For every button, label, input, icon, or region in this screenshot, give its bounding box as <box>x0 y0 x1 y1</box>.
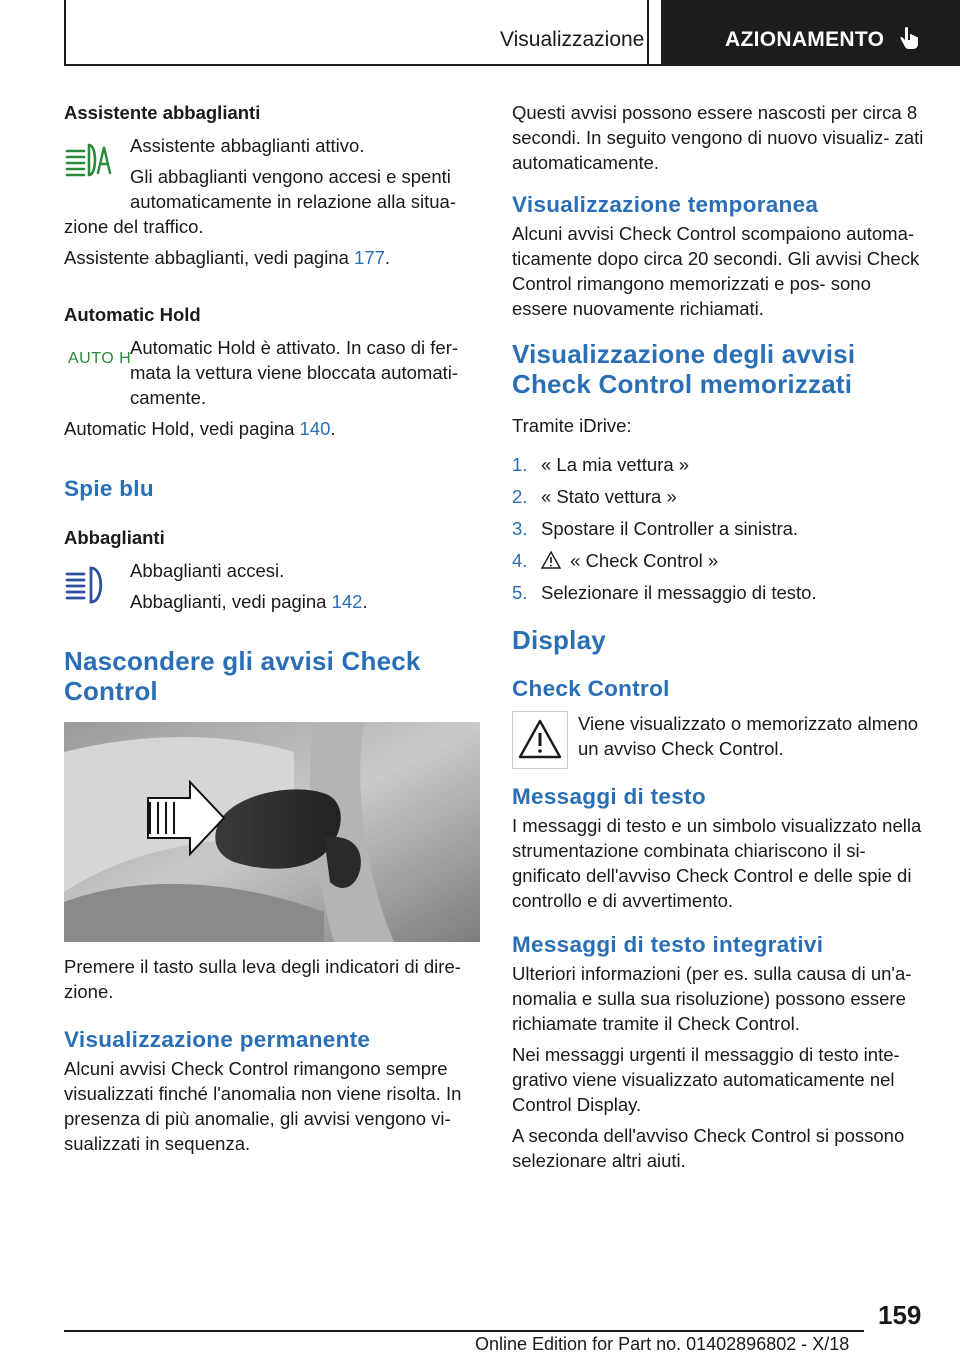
footer-rule <box>64 1330 864 1332</box>
via-idrive: Tramite iDrive: <box>512 415 632 436</box>
temporary-display-title: Visualizzazione temporanea <box>512 192 819 217</box>
hold-page-link[interactable]: 140 <box>299 418 331 439</box>
permanent-display-title: Visualizzazione permanente <box>64 1027 371 1052</box>
header-divider-left <box>64 0 66 66</box>
text-messages-text: I messaggi di testo e un simbolo visualizzato nella strumentazione combinata chiariscono il si- gnificato dell'avviso Check Control e delle spie di controllo e di avvertimento. <box>512 815 922 911</box>
right-column <box>512 100 928 1179</box>
indicator-lever-illustration <box>64 722 480 942</box>
assist-title: Assistente abbaglianti <box>64 102 261 123</box>
header-divider-right <box>647 0 649 66</box>
check-control-text: Viene visualizzato o memorizzato almeno un avviso Check Control. <box>578 713 919 759</box>
supplementary-text-1: Ulteriori informazioni (per es. sulla causa di un'a- nomalia e sulla sua risoluzione) possono essere richiamate tramite il Check Control. <box>512 963 912 1034</box>
supplementary-text-2: Nei messaggi urgenti il messaggio di testo inte- grativo viene visualizzato automaticamente nel Control Display. <box>512 1044 900 1115</box>
permanent-display-text: Alcuni avvisi Check Control rimangono sempre visualizzati finché l'anomalia non viene risolta. In presenza di più anomalie, gli avvisi vengono vi- sualizzati in sequenza. <box>64 1058 462 1154</box>
assist-reference: Assistente abbaglianti, vedi pagina 177. <box>64 247 391 268</box>
left-column <box>64 100 480 1162</box>
high-beam-assist-icon <box>64 137 116 179</box>
hold-reference: Automatic Hold, vedi pagina 140. <box>64 418 336 439</box>
list-item: 3. Spostare il Controller a sinistra. <box>512 518 799 539</box>
list-item: 5. Selezionare il messaggio di testo. <box>512 582 817 603</box>
list-item: 1. « La mia vettura » <box>512 454 690 475</box>
header-chapter-tab[interactable] <box>661 0 960 66</box>
check-control-title: Check Control <box>512 676 670 701</box>
high-beam-block <box>64 558 480 614</box>
footer-edition: Online Edition for Part no. 01402896802 - X/18 <box>475 1334 850 1354</box>
assist-page-link[interactable]: 177 <box>354 247 385 268</box>
high-beam-reference: Abbaglianti, vedi pagina 142. <box>130 591 368 612</box>
header-chapter-label: AZIONAMENTO <box>725 28 885 51</box>
steps-list <box>512 452 928 605</box>
warning-triangle-icon <box>512 711 568 769</box>
check-control-block <box>512 711 928 761</box>
hand-pointer-icon <box>897 26 921 52</box>
auto-hold-icon: AUTO H <box>68 350 132 367</box>
assist-status: Assistente abbaglianti attivo. <box>130 135 365 156</box>
header-section-title: Visualizzazione <box>500 28 645 51</box>
assist-block <box>64 133 480 239</box>
display-title: Display <box>512 625 606 655</box>
hide-caption: Premere il tasto sulla leva degli indicatori di dire- zione. <box>64 956 461 1002</box>
supplementary-text-3: A seconda dell'avviso Check Control si possono selezionare altri aiuti. <box>512 1125 905 1171</box>
list-item: 2. « Stato vettura » <box>512 486 677 507</box>
list-item: 4. « Check Control » <box>512 550 719 571</box>
temporary-display-text: Alcuni avvisi Check Control scompaiono automa- ticamente dopo circa 20 secondi. Gli avvisi Check Control rimangono memorizzati e pos- sono essere nuovamente richiamati. <box>512 223 920 319</box>
supplementary-messages-title: Messaggi di testo integrativi <box>512 932 824 957</box>
hold-block <box>64 335 480 410</box>
high-beam-icon <box>64 564 116 606</box>
hold-title: Automatic Hold <box>64 304 201 325</box>
hidden-duration-text: Questi avvisi possono essere nascosti per circa 8 secondi. In seguito vengono di nuovo visualiz- zati automaticamente. <box>512 102 924 173</box>
high-beam-title: Abbaglianti <box>64 527 165 548</box>
high-beam-status: Abbaglianti accesi. <box>130 560 285 581</box>
assist-description: Gli abbaglianti vengono accesi e spenti automaticamente in relazione alla situa- zione del traffico. <box>64 166 456 237</box>
text-messages-title: Messaggi di testo <box>512 784 706 809</box>
hide-check-control-title: Nascondere gli avvisi Check Control <box>64 646 421 706</box>
warning-triangle-icon <box>541 551 561 569</box>
high-beam-page-link[interactable]: 142 <box>331 591 363 612</box>
page-number: 159 <box>878 1300 922 1330</box>
hold-description: Automatic Hold è attivato. In caso di fer- mata la vettura viene bloccata automati- camente. <box>130 337 459 408</box>
stored-messages-title: Visualizzazione degli avvisi Check Control memorizzati <box>512 339 856 399</box>
blue-lights-title: Spie blu <box>64 476 154 501</box>
